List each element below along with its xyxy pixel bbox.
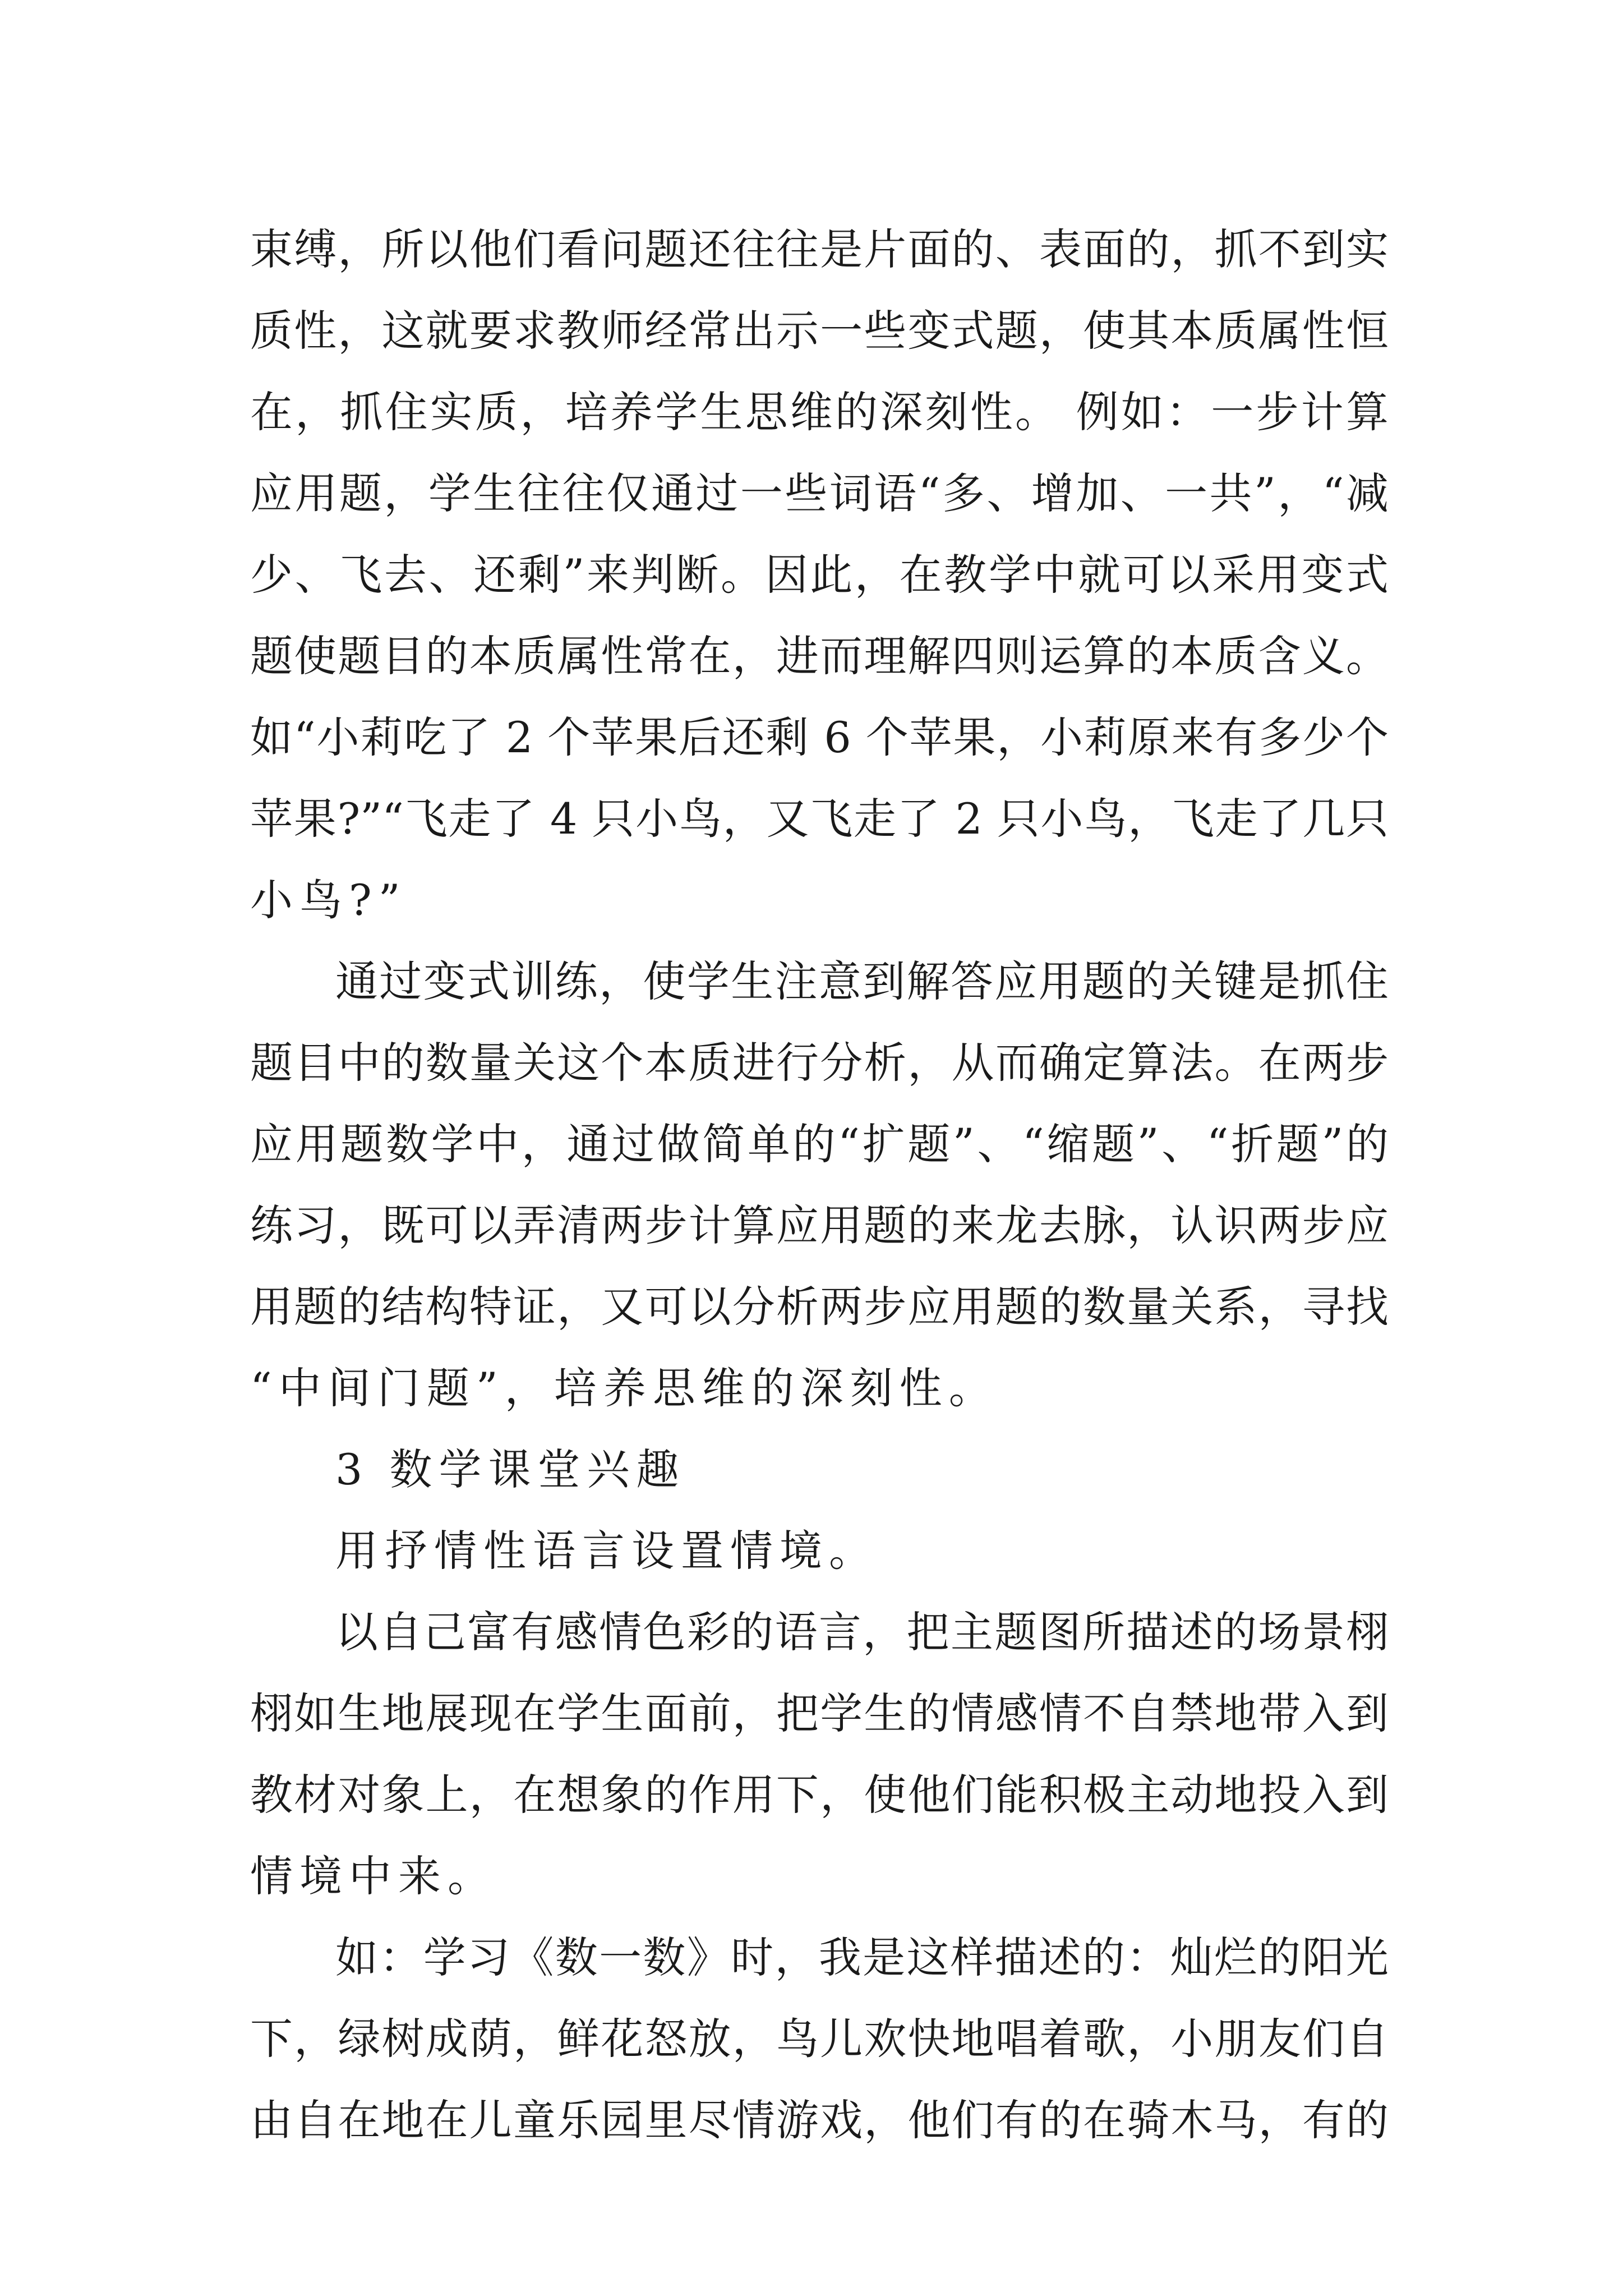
text-line: 通过变式训练，使学生注意到解答应用题的关键是抓住: [335, 956, 1389, 1006]
text-line: 应用题，学生往往仅通过一些词语“多、增加、一共”，“减: [250, 468, 1389, 518]
section-heading-text: 3 数学课堂兴趣: [335, 1444, 686, 1494]
text-line: 栩如生地展现在学生面前，把学生的情感情不自禁地带入到: [250, 1688, 1389, 1738]
text-line: “中间门题”，培养思维的深刻性。: [250, 1363, 998, 1413]
text-line: 质性，这就要求教师经常出示一些变式题，使其本质属性恒: [250, 306, 1389, 356]
paragraph-4: [250, 1510, 1389, 1591]
text-line: 下，绿树成荫，鲜花怒放，鸟儿欢快地唱着歌，小朋友们自: [250, 2014, 1389, 2064]
text-line: 练习，既可以弄清两步计算应用题的来龙去脉，认识两步应: [250, 1200, 1389, 1250]
text-line: 应用题数学中，通过做简单的“扩题”、“缩题”、“折题”的: [250, 1119, 1389, 1169]
text-line: 以自己富有感情色彩的语言，把主题图所描述的场景栩: [335, 1607, 1389, 1657]
text-line: 情境中来。: [250, 1851, 497, 1901]
section-heading: [250, 1429, 1389, 1510]
text-line: 教材对象上，在想象的作用下，使他们能积极主动地投入到: [250, 1770, 1389, 1820]
text-line: 束缚，所以他们看问题还往往是片面的、表面的，抓不到实: [250, 224, 1389, 274]
paragraph-6: [250, 1917, 1389, 2161]
text-line: 题目中的数量关这个本质进行分析，从而确定算法。在两步: [250, 1038, 1389, 1088]
paragraph-2: [250, 941, 1389, 1429]
document-page: [250, 209, 1389, 2161]
text-line: 苹果?”“飞走了 4 只小鸟，又飞走了 2 只小鸟，飞走了几只: [250, 794, 1389, 844]
paragraph-5: [250, 1591, 1389, 1917]
text-line: 题使题目的本质属性常在，进而理解四则运算的本质含义。: [250, 631, 1389, 681]
text-line: 如：学习《数一数》时，我是这样描述的：灿烂的阳光: [335, 1932, 1389, 1982]
text-line: 在，抓住实质，培养学生思维的深刻性。 例如：一步计算: [250, 387, 1389, 437]
text-line: 由自在地在儿童乐园里尽情游戏，他们有的在骑木马，有的: [250, 2095, 1389, 2145]
paragraph-1: [250, 209, 1389, 941]
text-line: 小鸟?”: [250, 875, 407, 925]
text-line: 用抒情性语言设置情境。: [335, 1526, 878, 1576]
text-line: 少、飞去、还剩”来判断。因此，在教学中就可以采用变式: [250, 550, 1389, 600]
text-line: 用题的结构特证，又可以分析两步应用题的数量关系，寻找: [250, 1282, 1389, 1332]
text-line: 如“小莉吃了 2 个苹果后还剩 6 个苹果，小莉原来有多少个: [250, 712, 1389, 762]
